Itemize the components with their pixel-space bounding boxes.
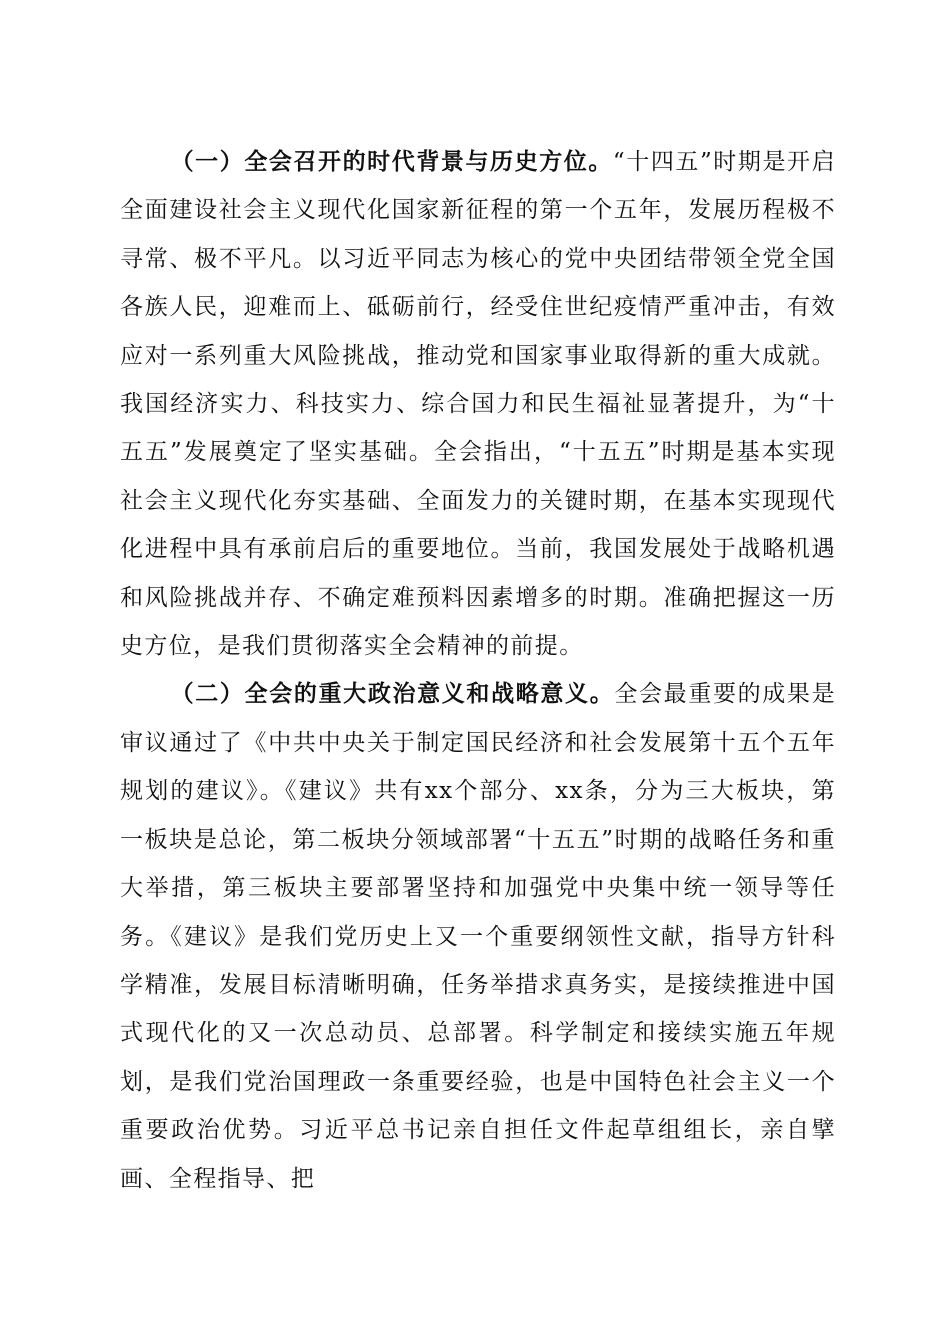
paragraph-2-body: 全会最重要的成果是审议通过了《中共中央关于制定国民经济和社会发展第十五个五年规划的建议》。《建议》共有xx个部分、xx条，分为三大板块，第一板块是总论，第二板块分领域部署“十五五”时期的战略任务和重大举措，第三板块主要部署坚持和加强党中央集中统一领导等任务。《建议》是我们党历史上又一个重要纲领性文献，指导方针科学精准，发展目标清晰明确，任务举措求真务实，是接续推进中国式现代化的又一次总动员、总部署。科学制定和接续实施五年规划，是我们党治国理政一条重要经验，也是中国特色社会主义一个重要政治优势。习近平总书记亲自担任文件起草组组长，亲自擘画、全程指导、把 xyxy=(120,681,836,1192)
paragraph-1-heading: （一）全会召开的时代背景与历史方位。 xyxy=(170,148,613,175)
paragraph-1-body: “十四五”时期是开启全面建设社会主义现代化国家新征程的第一个五年，发展历程极不寻常、极不平凡。以习近平同志为核心的党中央团结带领全党全国各族人民，迎难而上、砥砺前行，经受住世纪疫情严重冲击，有效应对一系列重大风险挑战，推动党和国家事业取得新的重大成就。我国经济实力、科技实力、综合国力和民生福祉显著提升，为“十五五”发展奠定了坚实基础。全会指出，“十五五”时期是基本实现社会主义现代化夯实基础、全面发力的关键时期，在基本实现现代化进程中具有承前启后的重要地位。当前，我国发展处于战略机遇和风险挑战并存、不确定难预料因素增多的时期。准确把握这一历史方位，是我们贯彻落实全会精神的前提。 xyxy=(120,149,836,660)
paragraph-2-heading: （二）全会的重大政治意义和战略意义。 xyxy=(170,680,615,708)
paragraph-1 xyxy=(120,138,836,670)
document-body xyxy=(120,138,836,1203)
paragraph-2 xyxy=(120,670,836,1202)
